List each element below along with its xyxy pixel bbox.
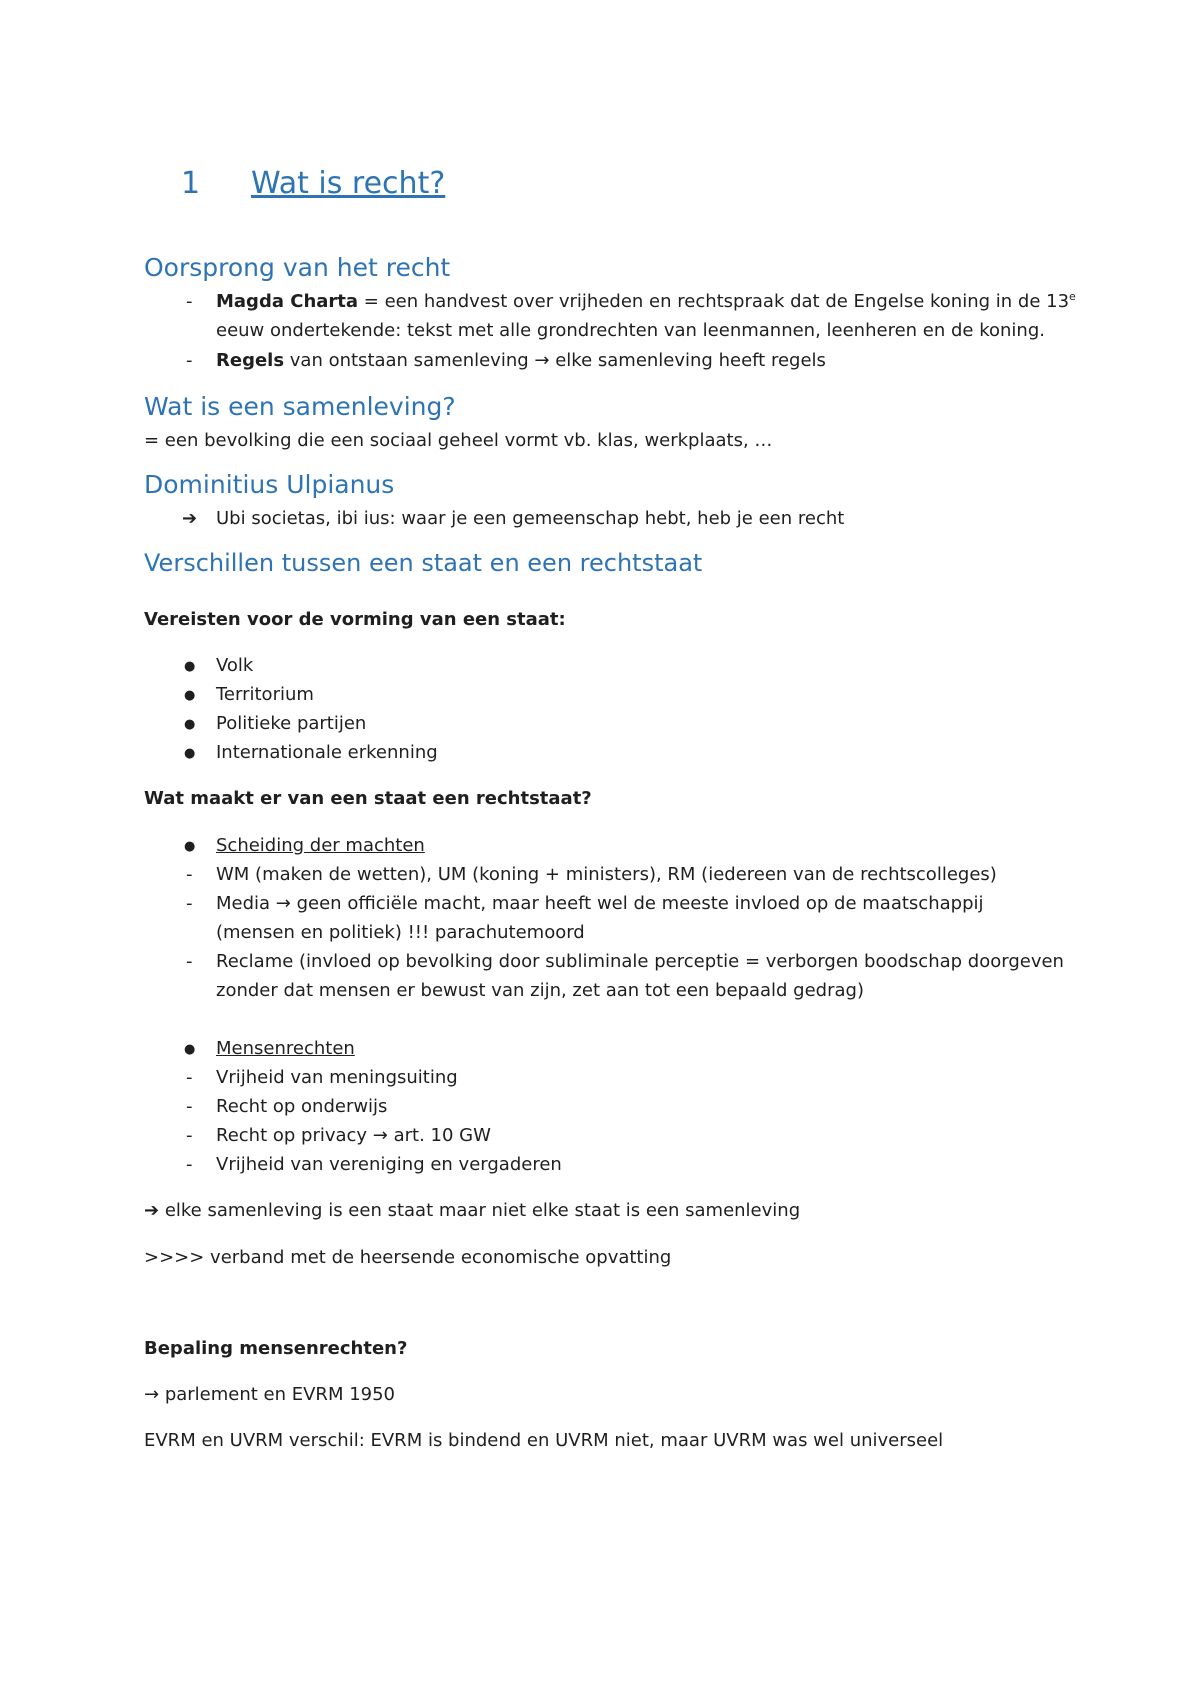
conclusion-text: elke samenleving is een staat maar niet elke staat is een samenleving (164, 1200, 801, 1221)
quote-ubi-societas: Ubi societas, ibi ius: waar je een gemeenschap hebt, heb je een recht (216, 508, 845, 529)
line-evrm-uvrm: EVRM en UVRM verschil: EVRM is bindend en UVRM niet, maar UVRM was wel universeel (144, 1430, 944, 1451)
arrow-icon: → (372, 1125, 388, 1146)
item-text: elke samenleving heeft regels (549, 350, 826, 371)
term-magda-charta: Magda Charta (216, 291, 359, 312)
subheading-bepaling: Bepaling mensenrechten? (144, 1338, 408, 1359)
list-item-machten: WM (maken de wetten), UM (koning + ministers), RM (iedereen van de rechtscolleges) (216, 864, 997, 885)
dash-marker: - (186, 1125, 193, 1146)
bullet-icon: ● (184, 688, 196, 703)
arrow-icon: ➔ (144, 1200, 160, 1221)
bullet-icon: ● (184, 1042, 196, 1057)
item-text: van ontstaan samenleving (284, 350, 535, 371)
dash-marker: - (186, 350, 193, 371)
dash-marker: - (186, 291, 193, 312)
list-item-regels (216, 346, 826, 375)
bullet-icon: ● (184, 659, 196, 674)
arrow-icon: → (275, 893, 291, 914)
list-item-politieke-partijen: Politieke partijen (216, 713, 367, 734)
arrow-icon: ➔ (182, 508, 198, 529)
item-text: Media (216, 893, 276, 914)
list-item-continuation: eeuw ondertekende: tekst met alle grondrechten van leenmannen, leenheren en de koning. (216, 320, 1045, 341)
item-text: = een handvest over vrijheden en rechtspraak dat de Engelse koning in de 13 (358, 291, 1070, 312)
list-item-continuation: (mensen en politiek) !!! parachutemoord (216, 922, 585, 943)
item-text: geen officiële macht, maar heeft wel de meeste invloed op de maatschappij (290, 893, 984, 914)
subheading-rechtstaat: Wat maakt er van een staat een rechtstaat? (144, 788, 592, 809)
line-text: parlement en EVRM 1950 (159, 1384, 396, 1405)
superscript: e (1069, 290, 1076, 303)
list-item-continuation: zonder dat mensen er bewust van zijn, zet aan tot een bepaald gedrag) (216, 980, 864, 1001)
subheading-vereisten: Vereisten voor de vorming van een staat: (144, 609, 566, 630)
dash-marker: - (186, 1154, 193, 1175)
dash-marker: - (186, 893, 193, 914)
bullet-icon: ● (184, 746, 196, 761)
list-item-media (216, 889, 984, 918)
dash-marker: - (186, 864, 193, 885)
list-item-territorium: Territorium (216, 684, 314, 705)
arrow-icon: → (144, 1384, 160, 1405)
list-item-mensenrechten: Mensenrechten (216, 1038, 355, 1059)
list-item-volk: Volk (216, 655, 254, 676)
list-item-vereniging: Vrijheid van vereniging en vergaderen (216, 1154, 562, 1175)
arrow-icon: → (534, 350, 550, 371)
list-item-magda-charta (216, 287, 1076, 316)
term-regels: Regels (216, 350, 285, 371)
note-economische-opvatting: >>>> verband met de heersende economische opvatting (144, 1247, 672, 1268)
list-item-scheiding-der-machten: Scheiding der machten (216, 835, 425, 856)
list-item-privacy (216, 1121, 491, 1150)
chapter-title: Wat is recht? (251, 166, 446, 201)
heading-samenleving: Wat is een samenleving? (144, 392, 456, 421)
dash-marker: - (186, 1096, 193, 1117)
bullet-icon: ● (184, 839, 196, 854)
heading-oorsprong: Oorsprong van het recht (144, 253, 451, 282)
list-item-meningsuiting: Vrijheid van meningsuiting (216, 1067, 458, 1088)
conclusion-line (144, 1196, 800, 1225)
list-item-onderwijs: Recht op onderwijs (216, 1096, 388, 1117)
heading-staat-rechtstaat: Verschillen tussen een staat en een rechtstaat (144, 549, 703, 577)
line-parlement (144, 1380, 395, 1409)
heading-ulpianus: Dominitius Ulpianus (144, 470, 395, 499)
chapter-number: 1 (181, 166, 201, 201)
list-item-internationale-erkenning: Internationale erkenning (216, 742, 438, 763)
list-item-reclame: Reclame (invloed op bevolking door subliminale perceptie = verborgen boodschap doorgeven (216, 951, 1064, 972)
item-text: art. 10 GW (387, 1125, 491, 1146)
item-text: Recht op privacy (216, 1125, 373, 1146)
dash-marker: - (186, 951, 193, 972)
dash-marker: - (186, 1067, 193, 1088)
definition-samenleving: = een bevolking die een sociaal geheel vormt vb. klas, werkplaats, … (144, 430, 773, 451)
bullet-icon: ● (184, 717, 196, 732)
